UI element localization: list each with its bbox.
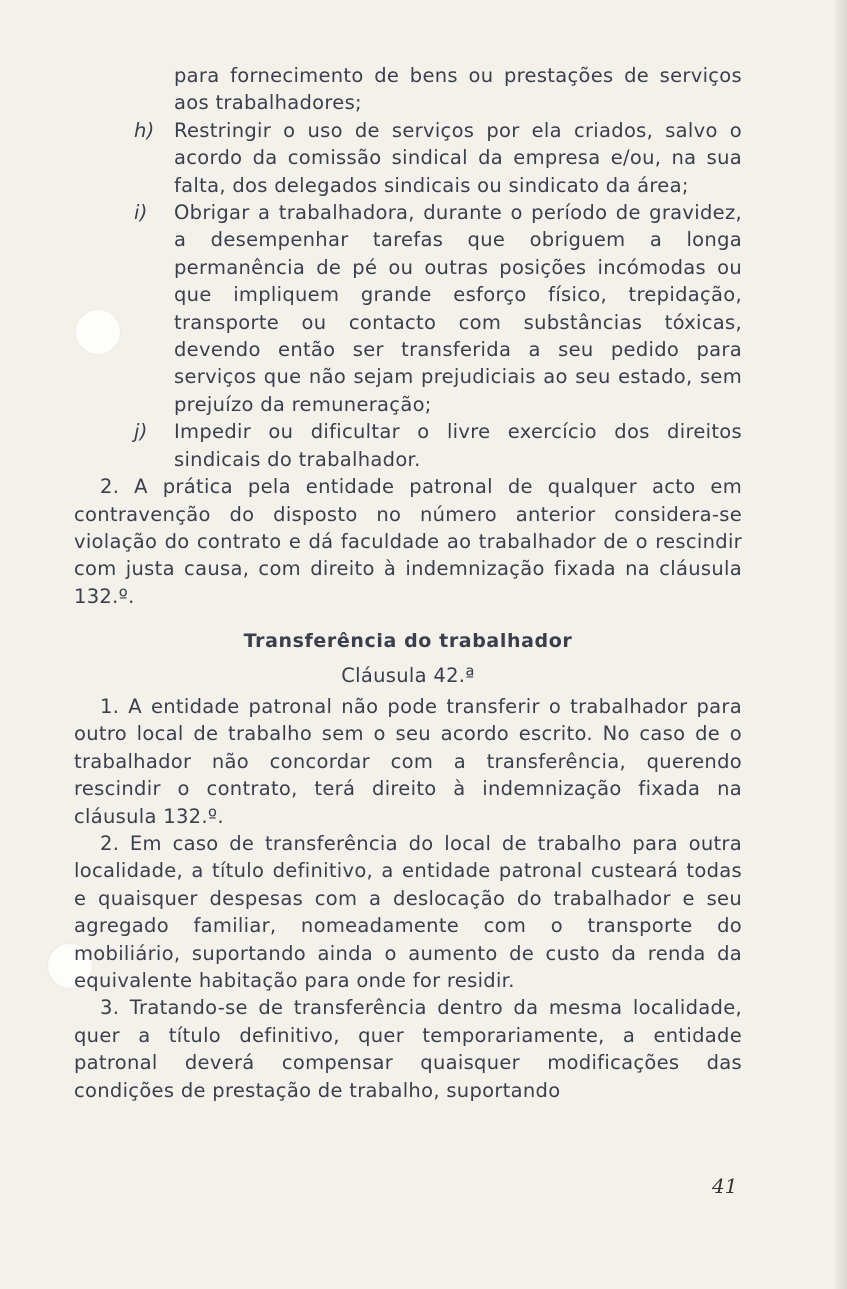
continuation-text: para fornecimento de bens ou prestações de serviços aos trabalhadores; (174, 64, 742, 115)
list-marker: i) (134, 201, 148, 225)
list-item-j (74, 418, 742, 473)
list-item-text: Restringir o uso de serviços por ela criados, salvo o acordo da comissão sindical da empresa e/ou, na sua falta, dos delegados sindicais ou sindicato da área; (174, 118, 742, 197)
clause-paragraph-2: 2. Em caso de transferência do local de trabalho para outra localidade, a título definitivo, a entidade patronal custeará todas e quaisquer despesas com a deslocação do trabalhador e seu agregado familiar, nomeadamente com o transporte do mobiliário, suportando ainda o aumento de custo da renda da equivalente habitação para onde for residir. (74, 831, 742, 992)
list-item-text: Impedir ou dificultar o livre exercício dos direitos sindicais do trabalhador. (174, 420, 742, 471)
list-item-h (74, 117, 742, 199)
document-body (74, 62, 742, 1104)
clause-paragraph-1: 1. A entidade patronal não pode transferir o trabalhador para outro local de trabalho sem o seu acordo escrito. No caso de o trabalhador não concordar com a transferência, querendo rescindir o contrato, terá direito à indemnização fixada na cláusula 132.º. (74, 694, 742, 828)
clause-paragraph-3: 3. Tratando-se de transferência dentro da mesma localidade, quer a título definitivo, quer temporariamente, a entidade patronal deverá compensar quaisquer modificações das condições de prestação de trabalho, suportando (74, 996, 742, 1102)
page-edge (835, 0, 847, 1289)
list-marker: h) (134, 118, 155, 142)
list-item-text: Obrigar a trabalhadora, durante o período de gravidez, a desempenhar tarefas que obriguem a longa permanência de pé ou outras posições incómodas ou que impliquem grande esforço físico, trepidação, transporte ou contacto com substâncias tóxicas, devendo então ser transferida a seu pedido para serviços que não sejam prejudiciais ao seu estado, sem prejuízo da remuneração; (174, 201, 742, 416)
clause-title: Cláusula 42.ª (341, 663, 475, 687)
list-marker: j) (134, 420, 148, 444)
list-item-i (74, 199, 742, 418)
section-heading: Transferência do trabalhador (243, 630, 573, 653)
page-number: 41 (712, 1174, 738, 1198)
paragraph-2: 2. A prática pela entidade patronal de qualquer acto em contravenção do disposto no número anterior considera-se violação do contrato e dá faculdade ao trabalhador de o rescindir com justa causa, com direito à indemnização fixada na cláusula 132.º. (74, 475, 742, 608)
